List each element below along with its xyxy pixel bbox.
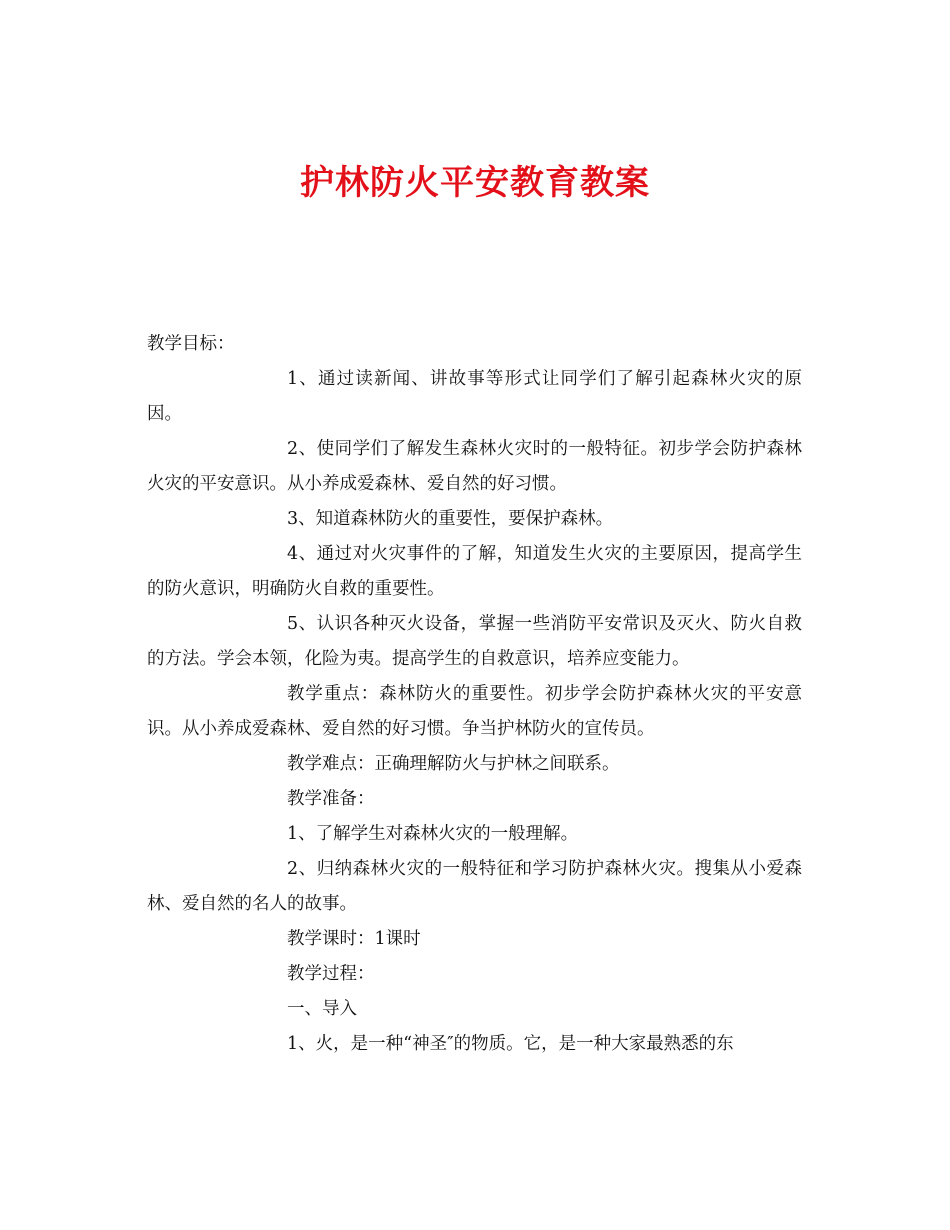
section-heading-process: 教学过程：: [287, 964, 375, 984]
objective-4: 4、通过对火灾事件的了解，知道发生火灾的主要原因，提高学生的防火意识，明确防火自救的重要性。: [147, 544, 802, 599]
teaching-hours: 教学课时：1课时: [287, 929, 421, 949]
process-item-1: 1、火，是一种“神圣″的物质。它，是一种大家最熟悉的东: [287, 1034, 734, 1054]
process-step-introduction: 一、导入: [287, 999, 357, 1019]
preparation-1: 1、了解学生对森林火灾的一般理解。: [287, 824, 579, 844]
objective-1: 1、通过读新闻、讲故事等形式让同学们了解引起森林火灾的原因。: [147, 369, 802, 424]
teaching-difficulty: 教学难点：正确理解防火与护林之间联系。: [287, 754, 620, 774]
objective-3: 3、知道森林防火的重要性，要保护森林。: [287, 509, 614, 529]
section-heading-objectives: 教学目标：: [147, 334, 235, 354]
section-heading-preparation: 教学准备：: [287, 789, 375, 809]
document-body: [147, 327, 802, 1062]
objective-5: 5、认识各种灭火设备，掌握一些消防平安常识及灭火、防火自救的方法。学会本领，化险为夷。提高学生的自救意识，培养应变能力。: [147, 614, 802, 669]
document-title: 护林防火平安教育教案: [300, 162, 650, 203]
objective-2: 2、使同学们了解发生森林火灾时的一般特征。初步学会防护森林火灾的平安意识。从小养成爱森林、爱自然的好习惯。: [147, 439, 802, 494]
teaching-focus: 教学重点：森林防火的重要性。初步学会防护森林火灾的平安意识。从小养成爱森林、爱自然的好习惯。争当护林防火的宣传员。: [147, 684, 802, 739]
preparation-2: 2、归纳森林火灾的一般特征和学习防护森林火灾。搜集从小爱森林、爱自然的名人的故事。: [147, 859, 802, 914]
